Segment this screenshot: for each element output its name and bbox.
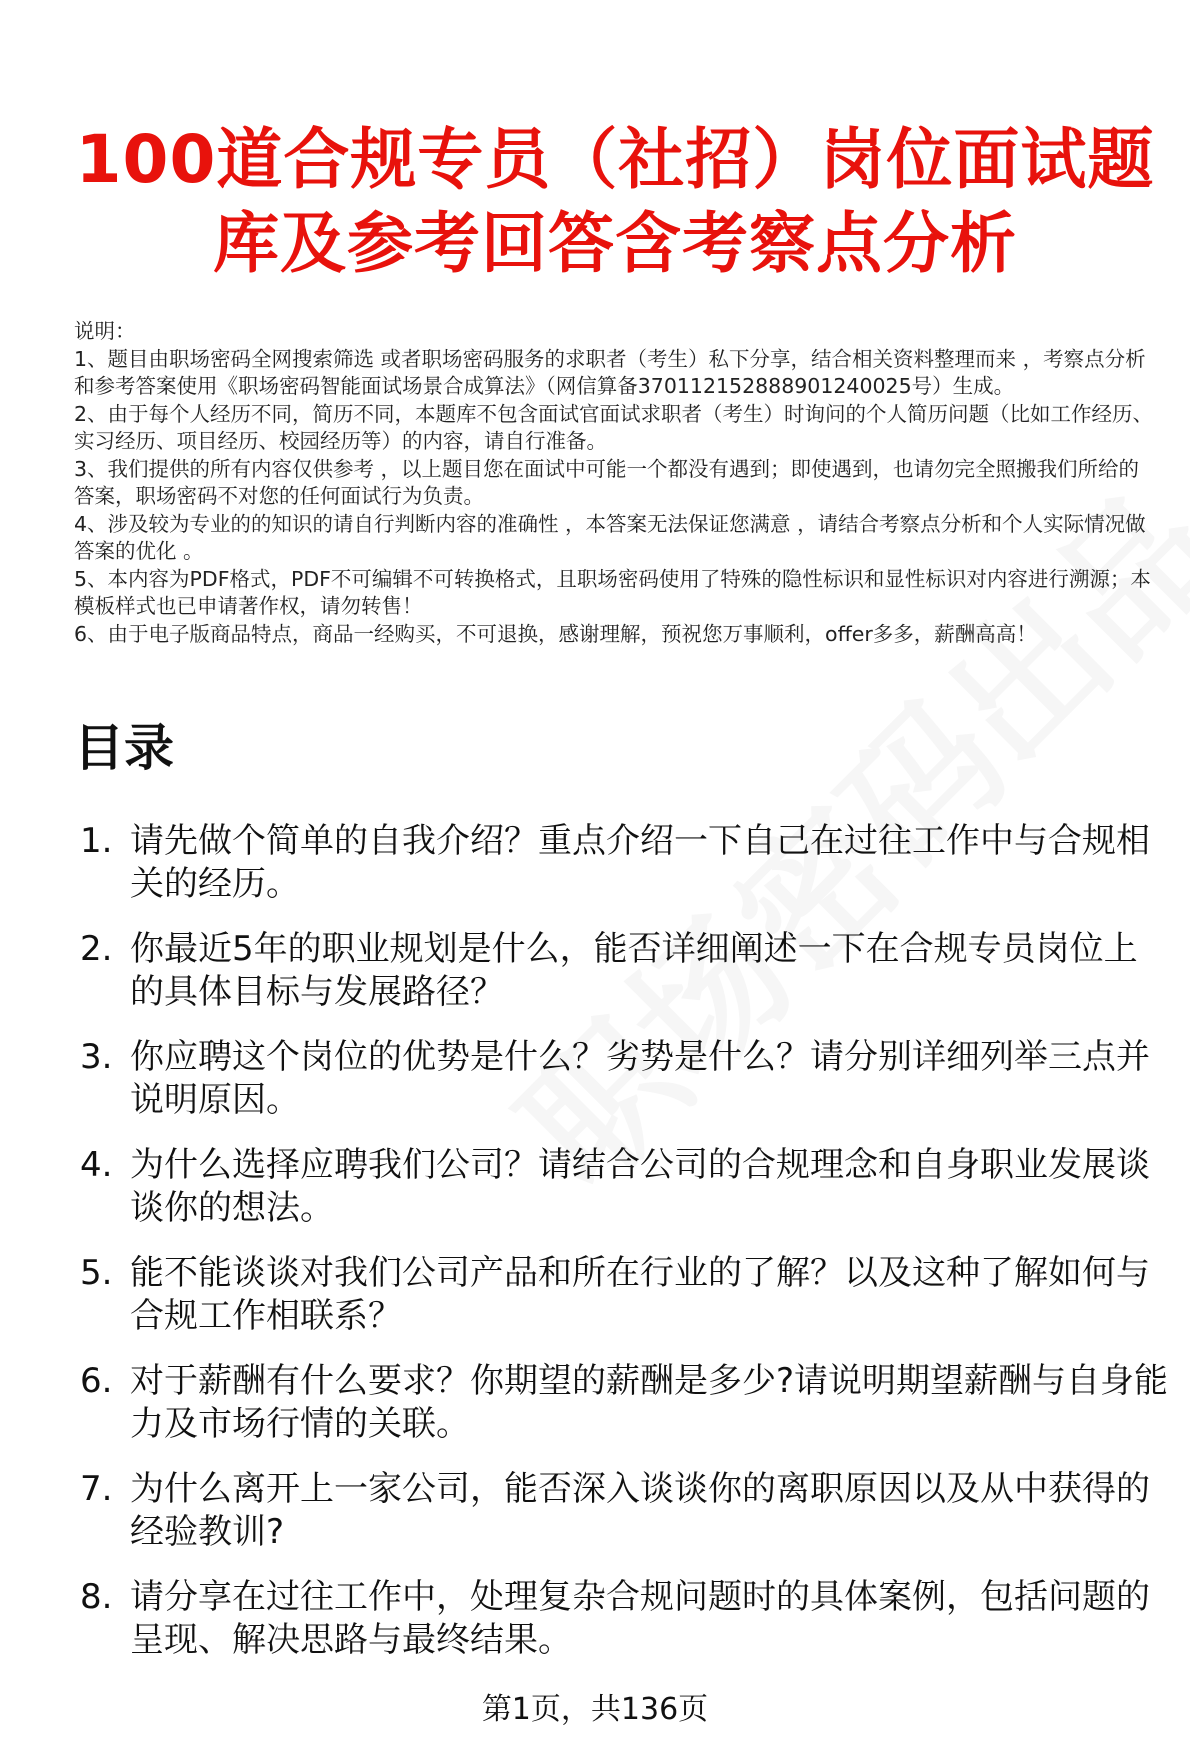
notes-heading: 说明： xyxy=(74,319,136,343)
toc-list xyxy=(80,820,1170,1684)
toc-item-4[interactable] xyxy=(80,1144,1170,1230)
page-footer: 第1页，共136页 xyxy=(481,1692,709,1727)
title-line-1: 100道合规专员（社招）岗位面试题 xyxy=(75,121,1155,198)
toc-item-text: 对于薪酬有什么要求？你期望的薪酬是多少?请说明期望薪酬与自身能力及市场行情的关联。 xyxy=(130,1361,1169,1444)
toc-item-5[interactable] xyxy=(80,1252,1170,1338)
toc-item-text: 为什么离开上一家公司，能否深入谈谈你的离职原因以及从中获得的经验教训? xyxy=(130,1469,1150,1552)
note-item: 2、由于每个人经历不同，简历不同，本题库不包含面试官面试求职者（考生）时询问的个人简历问题（比如工作经历、实习经历、项目经历、校园经历等）的内容，请自行准备。 xyxy=(74,401,1154,453)
toc-item-3[interactable] xyxy=(80,1036,1170,1122)
note-item: 5、本内容为PDF格式，PDF不可编辑不可转换格式，且职场密码使用了特殊的隐性标识和显性标识对内容进行溯源；本模板样式也已申请著作权，请勿转售！ xyxy=(74,566,1151,618)
toc-item-number: 8. xyxy=(80,1577,113,1617)
toc-item-number: 5. xyxy=(80,1253,113,1293)
note-item: 4、涉及较为专业的的知识的请自行判断内容的准确性 ，本答案无法保证您满意 ，请结合考察点分析和个人实际情况做答案的优化 。 xyxy=(74,511,1146,563)
toc-item-number: 7. xyxy=(80,1469,113,1509)
note-item: 6、由于电子版商品特点，商品一经购买，不可退换，感谢理解，预祝您万事顺利，offer多多，薪酬高高！ xyxy=(74,621,1037,646)
toc-item-text: 请分享在过往工作中，处理复杂合规问题时的具体案例，包括问题的呈现、解决思路与最终结果。 xyxy=(130,1577,1150,1660)
toc-item-text: 你最近5年的职业规划是什么，能否详细阐述一下在合规专员岗位上的具体目标与发展路径？ xyxy=(130,929,1138,1012)
title-line-2: 库及参考回答含考察点分析 xyxy=(213,205,1017,282)
toc-item-text: 为什么选择应聘我们公司？请结合公司的合规理念和自身职业发展谈谈你的想法。 xyxy=(130,1145,1150,1228)
toc-item-text: 能不能谈谈对我们公司产品和所在行业的了解？以及这种了解如何与合规工作相联系？ xyxy=(130,1253,1150,1336)
toc-item-number: 2. xyxy=(80,929,113,969)
notes-section xyxy=(74,318,1154,648)
toc-item-7[interactable] xyxy=(80,1468,1170,1554)
toc-item-8[interactable] xyxy=(80,1576,1170,1662)
toc-item-2[interactable] xyxy=(80,928,1170,1014)
toc-item-number: 3. xyxy=(80,1037,113,1077)
toc-item-text: 请先做个简单的自我介绍？重点介绍一下自己在过往工作中与合规相关的经历。 xyxy=(130,821,1150,904)
toc-item-number: 4. xyxy=(80,1145,113,1185)
note-item: 1、题目由职场密码全网搜索筛选 或者职场密码服务的求职者（考生）私下分享，结合相关资料整理而来 ，考察点分析和参考答案使用《职场密码智能面试场景合成算法》（网信算备370112152888901240025号）生成。 xyxy=(74,346,1146,398)
toc-heading: 目录 xyxy=(74,719,174,777)
toc-item-text: 你应聘这个岗位的优势是什么？劣势是什么？请分别详细列举三点并说明原因。 xyxy=(130,1037,1150,1120)
toc-item-number: 6. xyxy=(80,1361,113,1401)
document-title xyxy=(60,118,1170,286)
note-item: 3、我们提供的所有内容仅供参考 ，以上题目您在面试中可能一个都没有遇到；即使遇到，也请勿完全照搬我们所给的答案，职场密码不对您的任何面试行为负责。 xyxy=(74,456,1140,508)
toc-item-6[interactable] xyxy=(80,1360,1170,1446)
toc-item-1[interactable] xyxy=(80,820,1170,906)
toc-item-number: 1. xyxy=(80,821,113,861)
